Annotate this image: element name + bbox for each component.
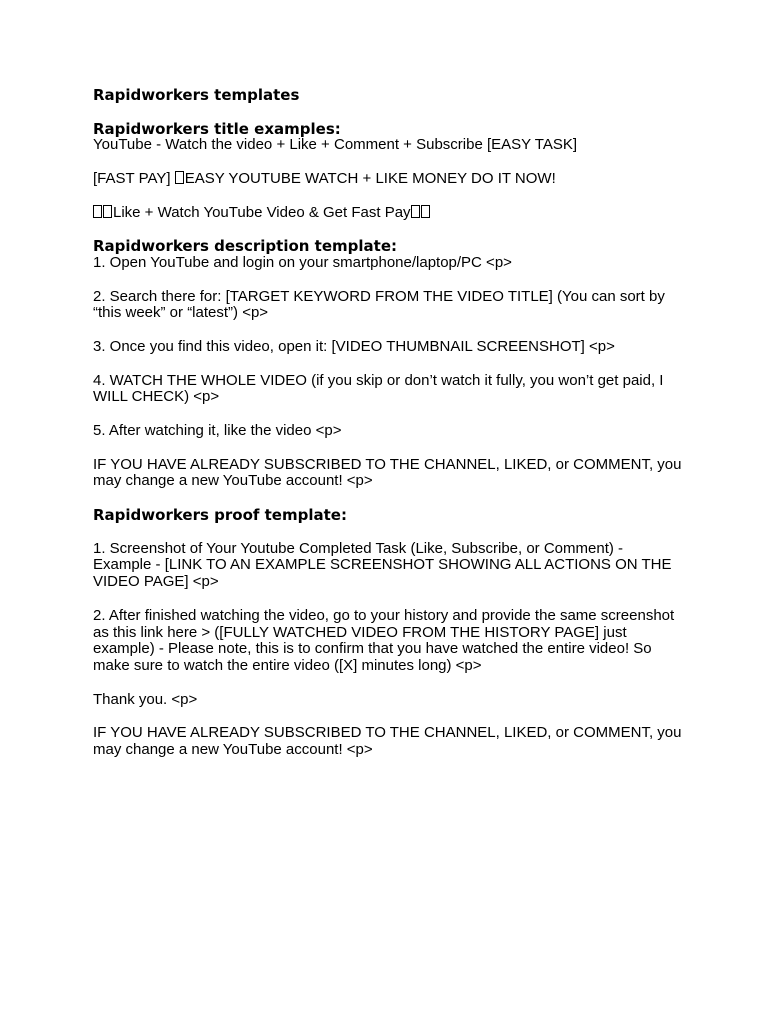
description-step-4: 4. WATCH THE WHOLE VIDEO (if you skip or don’t watch it fully, you won’t get paid, I WILL CHECK) <p> — [93, 371, 664, 406]
spacer — [93, 322, 683, 339]
emoji-placeholder-icon — [175, 171, 184, 184]
proof-thank-you: Thank you. <p> — [93, 690, 198, 708]
title-example-3 — [93, 205, 683, 222]
document-title: Rapidworkers templates — [93, 86, 300, 104]
description-template-heading: Rapidworkers description template: — [93, 237, 397, 256]
spacer — [93, 356, 683, 373]
title-example-1: YouTube - Watch the video + Like + Comment + Subscribe [EASY TASK] — [93, 136, 578, 154]
spacer — [93, 104, 683, 121]
emoji-placeholder-icon — [93, 205, 102, 218]
description-step-2: 2. Search there for: [TARGET KEYWORD FROM THE VIDEO TITLE] (You can sort by “this week” or “latest”) <p> — [93, 287, 665, 322]
spacer — [93, 272, 683, 289]
title-example-2-prefix: [FAST PAY] — [93, 169, 175, 187]
emoji-placeholder-icon — [421, 205, 430, 218]
description-step-3: 3. Once you find this video, open it: [VIDEO THUMBNAIL SCREENSHOT] <p> — [93, 337, 615, 355]
title-example-2-text: EASY YOUTUBE WATCH + LIKE MONEY DO IT NOW! — [184, 169, 556, 187]
spacer — [93, 406, 683, 423]
proof-notice: IF YOU HAVE ALREADY SUBSCRIBED TO THE CHANNEL, LIKED, or COMMENT, you may change a new YouTube account! <p> — [93, 724, 682, 759]
spacer — [93, 490, 683, 507]
spacer — [93, 524, 683, 541]
spacer — [93, 675, 683, 692]
document-page — [93, 87, 683, 759]
emoji-placeholder-icon — [411, 205, 420, 218]
title-examples-heading: Rapidworkers title examples: — [93, 119, 341, 138]
proof-template-heading: Rapidworkers proof template: — [93, 505, 347, 524]
proof-step-1: 1. Screenshot of Your Youtube Completed Task (Like, Subscribe, or Comment) - Example - [LINK TO AN EXAMPLE SCREENSHOT SHOWING ALL ACTIONS ON THE VIDEO PAGE] <p> — [93, 539, 672, 591]
spacer — [93, 591, 683, 608]
description-step-1: 1. Open YouTube and login on your smartphone/laptop/PC <p> — [93, 253, 512, 271]
proof-step-2: 2. After finished watching the video, go to your history and provide the same screenshot as this link here > ([FULLY WATCHED VIDEO FROM THE HISTORY PAGE] just example) - Please note, this is to confirm that you have watched the entire video! So make sure to watch the entire video ([X] minutes long) <p> — [93, 606, 675, 675]
spacer — [93, 154, 683, 171]
title-example-2 — [93, 171, 683, 188]
spacer — [93, 440, 683, 457]
description-notice: IF YOU HAVE ALREADY SUBSCRIBED TO THE CHANNEL, LIKED, or COMMENT, you may change a new YouTube account! <p> — [93, 455, 682, 490]
spacer — [93, 188, 683, 205]
title-example-3-text: Like + Watch YouTube Video & Get Fast Pay — [113, 203, 411, 221]
spacer — [93, 221, 683, 238]
emoji-placeholder-icon — [103, 205, 112, 218]
spacer — [93, 708, 683, 725]
description-step-5: 5. After watching it, like the video <p> — [93, 421, 342, 439]
